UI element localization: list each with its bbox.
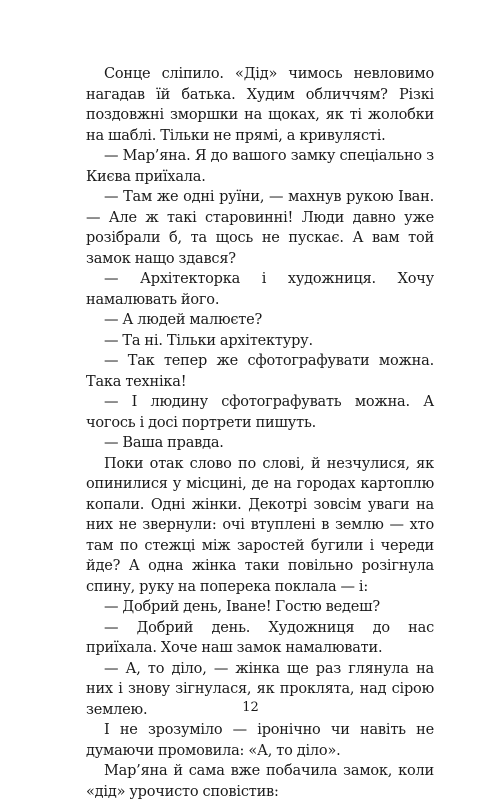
paragraph: Мар’яна й сама вже побачила замок, коли «дід» урочисто сповістив: — [86, 763, 434, 800]
paragraph: — Так тепер же сфотографувати можна. Така техніка! — [86, 353, 434, 390]
paragraph: — Добрий день, Іване! Гостю ведеш? — [104, 599, 380, 615]
paragraph: — Ваша правда. — [104, 435, 224, 451]
paragraph: Сонце сліпило. «Дід» чимось невловимо нагадав їй батька. Худим обличчям? Різкі поздовжні зморшки на щоках, як ті жолобки на шаблі. Тільки не прямі, а кривулясті. — [86, 66, 434, 144]
paragraph: — Та ні. Тільки архітектуру. — [104, 332, 313, 349]
paragraph: — Мар’яна. Я до вашого замку спеціально з Києва приїхала. — [86, 148, 434, 185]
paragraph: — Там же одні руїни, — махнув рукою Іван. — Але ж такі старовинні! Люди давно уже розібрали б, та щось не пускає. А вам той замок нащо здався? — [86, 189, 434, 267]
paragraph: — І людину сфотографувать можна. А чогось і досі портрети пишуть. — [86, 394, 434, 431]
paragraph: — Архітекторка і художниця. Хочу намалювать його. — [86, 271, 434, 308]
paragraph: — Добрий день. Художниця до нас приїхала. Хоче наш замок намалювати. — [86, 619, 434, 656]
paragraph: — А, то діло, — жінка ще раз глянула на них і знову зігнулася, як проклята, над сірою землею. — [86, 660, 434, 718]
paragraph: — А людей малюєте? — [104, 312, 263, 328]
body-text — [86, 64, 434, 802]
paragraph: Поки отак слово по слові, й незчулися, як опинилися у місцині, де на городах картоплю копали. Одні жінки. Декотрі зовсім уваги на них не звернули: очі втуплені в землю — хто там по стежці між заростей бугили і череди йде? А одна жінка таки повільно розігнула спину, руку на поперека поклала — і: — [86, 455, 434, 595]
page-number: 12 — [242, 700, 259, 715]
paragraph: I не зрозуміло — іронічно чи навіть не думаючи промовила: «А, то діло». — [86, 722, 434, 759]
